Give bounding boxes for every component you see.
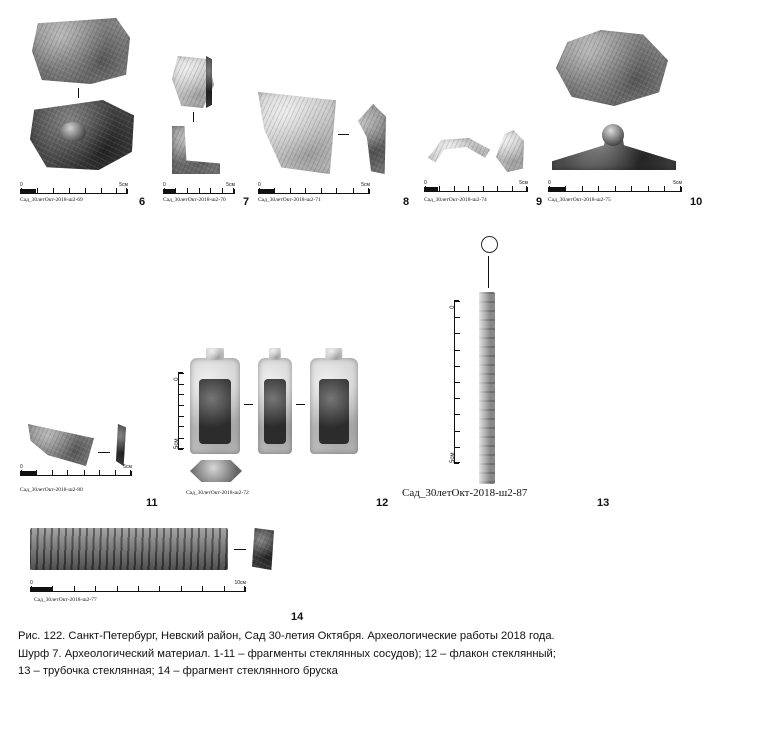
artifact-fragment-10-sherd (556, 30, 668, 106)
scalebar-8-left-label: 0 (258, 182, 261, 188)
artifact-code-11: Сад_30летОкт-2018-ш2-80 (20, 487, 83, 493)
connector-12b (296, 404, 305, 405)
artifact-bottle-12-view1-cavity (199, 379, 231, 444)
artifact-fragment-6-upper (32, 18, 130, 84)
artifact-tube-13-ring (481, 236, 498, 253)
artifact-fragment-8-body (258, 92, 336, 174)
artifact-fragment-7-upper-edge (206, 56, 212, 108)
figure-caption (18, 628, 748, 681)
connector-14 (234, 549, 246, 550)
scalebar-13-top-label: 0 (449, 305, 456, 309)
scalebar-11-left-label: 0 (20, 464, 23, 470)
connector-8 (338, 134, 349, 135)
artifact-number-14: 14 (291, 611, 304, 623)
scalebar-14-right-label: 10см (234, 580, 246, 586)
connector-7 (193, 112, 194, 122)
artifact-fragment-7-lower (172, 126, 220, 174)
artifact-fragment-8-rim (352, 104, 386, 174)
artifact-fragment-10-knob (602, 124, 624, 146)
artifact-number-6: 6 (139, 196, 146, 208)
scalebar-9 (424, 180, 528, 196)
scalebar-14-left-label: 0 (30, 580, 33, 586)
artifact-bottle-12-view2-neck (269, 348, 281, 360)
scalebar-6 (20, 182, 128, 198)
artifact-bottle-12-view2-cavity (264, 379, 286, 444)
scalebar-14 (30, 580, 246, 596)
artifact-bottle-12-view1-neck (206, 348, 224, 360)
artifact-bottle-12-view2 (258, 358, 292, 454)
artifact-number-9: 9 (536, 196, 543, 208)
artifact-fragment-9-wedge (496, 130, 524, 172)
scalebar-12 (170, 372, 186, 450)
artifact-code-13: Сад_30летОкт-2018-ш2-87 (402, 487, 528, 499)
figure-caption-line-3: 13 – трубочка стеклянная; 14 – фрагмент стеклянного бруска (18, 665, 338, 677)
scalebar-7 (163, 182, 235, 198)
artifact-bottle-12-view1 (190, 358, 240, 454)
artifact-bottle-12-base-view (190, 460, 242, 482)
figure-caption-line-1: Рис. 122. Санкт-Петербург, Невский район, Сад 30-летия Октября. Археологические работы 2018 года. (18, 630, 555, 642)
scalebar-13 (446, 300, 462, 464)
scalebar-6-left-label: 0 (20, 182, 23, 188)
artifact-number-12: 12 (376, 497, 389, 509)
connector-12a (244, 404, 253, 405)
artifact-code-7: Сад_30летОкт-2018-ш2-70 (163, 197, 226, 203)
scalebar-11-right-label: 5см (123, 464, 132, 470)
artifact-number-13: 13 (597, 497, 610, 509)
artifact-number-8: 8 (403, 196, 410, 208)
scalebar-7-right-label: 5см (226, 182, 235, 188)
artifact-fragment-9-curve (428, 138, 490, 172)
artifact-code-6: Сад_30летОкт-2018-ш2-69 (20, 197, 83, 203)
artifact-number-11: 11 (146, 497, 158, 509)
artifact-bottle-12-view3 (310, 358, 358, 454)
scalebar-10 (548, 180, 682, 196)
scalebar-8-right-label: 5см (361, 182, 370, 188)
scalebar-12-top-label: 0 (173, 377, 180, 381)
artifact-code-12: Сад_30летОкт-2018-ш2-72 (186, 490, 249, 496)
scalebar-9-left-label: 0 (424, 180, 427, 186)
scalebar-7-left-label: 0 (163, 182, 166, 188)
figure-caption-line-2: Шурф 7. Археологический материал. 1-11 – фрагменты стеклянных сосудов); 12 – флакон стеклянный; (18, 647, 556, 660)
scalebar-6-right-label: 5см (119, 182, 128, 188)
artifact-bottle-12-view3-cavity (319, 379, 350, 444)
artifact-code-14: Сад_30летОкт-2018-ш2-77 (34, 597, 97, 603)
scalebar-11-main (20, 464, 132, 480)
artifact-tube-13 (479, 292, 495, 484)
artifact-bottle-12-view3-neck (325, 348, 342, 360)
artifact-number-7: 7 (243, 196, 250, 208)
scalebar-8 (258, 182, 370, 198)
artifact-fragment-6-boss (60, 122, 86, 142)
connector-13 (488, 256, 489, 288)
artifact-number-10: 10 (690, 196, 703, 208)
connector-6 (78, 88, 79, 98)
artifact-code-9: Сад_30летОкт-2018-ш2-74 (424, 197, 487, 203)
scalebar-10-left-label: 0 (548, 180, 551, 186)
artifact-code-8: Сад_30летОкт-2018-ш2-71 (258, 197, 321, 203)
artifact-code-10: Сад_30летОкт-2018-ш2-75 (548, 197, 611, 203)
scalebar-13-bottom-label: 5см (449, 452, 456, 463)
scalebar-12-bottom-label: 5см (173, 438, 180, 449)
scalebar-10-right-label: 5см (673, 180, 682, 186)
artifact-plank-14 (30, 528, 228, 570)
artifact-plank-14-section (252, 528, 274, 570)
scalebar-9-right-label: 5см (519, 180, 528, 186)
